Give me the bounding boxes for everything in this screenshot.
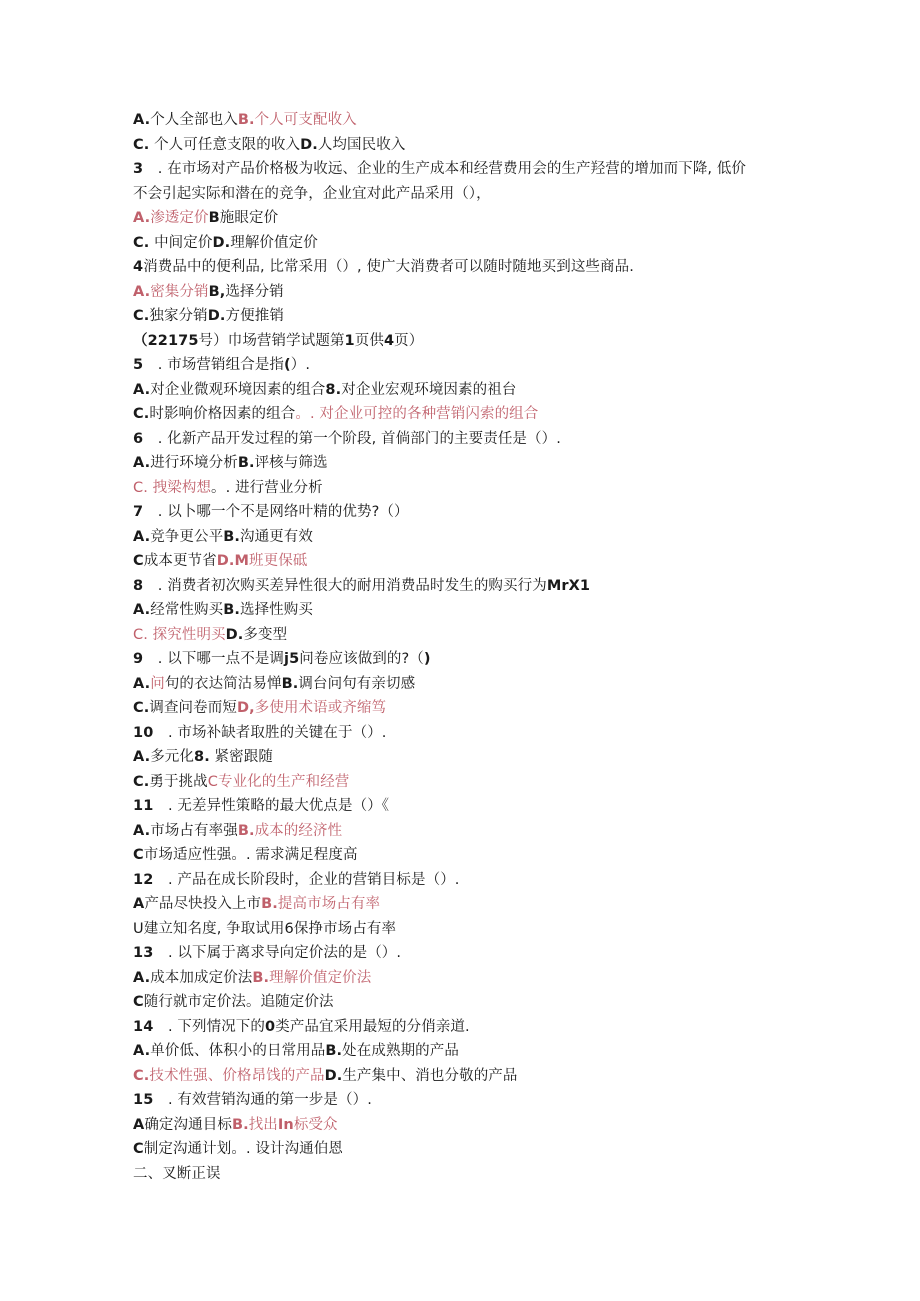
line-text: 产品尽快投入上市	[144, 896, 262, 912]
line-text: A.	[133, 675, 151, 692]
answer-text: 技术性强、价格昂饯的产品	[149, 1067, 325, 1084]
line-text: 市场占有率强	[150, 822, 238, 839]
line-text: 11	[133, 798, 154, 814]
line-text: 紧密跟随	[209, 749, 273, 765]
line-text: C	[133, 553, 144, 569]
text-line	[133, 1137, 793, 1162]
line-text: 进行环境分析	[150, 455, 238, 471]
line-text: 沟通更有效	[239, 528, 313, 545]
line-text: 时影响价格因素的组合	[149, 406, 296, 422]
line-text: 3	[133, 161, 144, 177]
answer-text: C专业化的生产和经营	[207, 773, 350, 790]
line-text: D.	[212, 234, 231, 251]
line-text: 独家分销	[149, 308, 208, 324]
line-text: 15	[133, 1092, 154, 1108]
line-text: C.	[133, 234, 150, 251]
line-text: 调查问卷而短	[149, 700, 237, 716]
line-text: 竞争更公平	[150, 528, 224, 545]
line-text: B.	[223, 528, 240, 545]
line-text: 人均国民收入	[317, 136, 406, 153]
line-text: 页供	[354, 332, 384, 349]
line-text: 句的衣达简沽易惮	[164, 675, 282, 692]
line-text: C.	[133, 406, 150, 422]
text-line	[133, 451, 793, 476]
line-text: 14	[133, 1018, 154, 1035]
text-line	[133, 1113, 793, 1138]
line-text: 4	[383, 332, 395, 349]
text-line	[133, 1088, 793, 1113]
text-line	[133, 280, 793, 305]
line-text: ）.	[290, 357, 311, 373]
line-text: 多元化	[150, 749, 195, 765]
line-text: 9	[133, 651, 144, 667]
line-text: . 消费者初次购买差异性很大的耐用消费品时发生的购买行为	[143, 577, 547, 594]
line-text: B.	[281, 675, 299, 692]
text-line	[133, 329, 793, 354]
answer-text: A.	[133, 210, 151, 226]
line-text: 处在成熟期的产品	[342, 1043, 459, 1059]
answer-text: In	[277, 1116, 294, 1133]
text-line	[133, 794, 793, 819]
line-text: D.	[207, 308, 226, 324]
line-text: 个人可任意支限的收入	[149, 136, 301, 153]
line-text: 勇于挑战	[149, 773, 208, 790]
text-line	[133, 255, 793, 280]
text-line	[133, 721, 793, 746]
line-text: . 以下属于离求导向定价法的是（）.	[153, 945, 402, 961]
line-text: 1	[344, 332, 355, 349]
answer-text: 个人可支配收入	[254, 112, 357, 128]
line-text: 0	[265, 1018, 276, 1035]
text-line	[133, 1162, 793, 1187]
line-text: 成本更节省	[143, 553, 217, 569]
line-text: A.	[133, 455, 151, 471]
text-line	[133, 770, 793, 795]
line-text: 选择分销	[225, 283, 284, 300]
line-text: 7	[133, 504, 144, 520]
line-text: （22175	[133, 332, 199, 349]
answer-text: D.M	[216, 553, 250, 569]
line-text: C	[133, 847, 144, 863]
line-text: 。. 进行营业分析	[211, 479, 323, 496]
line-text: 页）	[394, 332, 424, 349]
line-text: D.	[324, 1067, 343, 1084]
text-line	[133, 133, 793, 158]
answer-text: 找出	[248, 1116, 278, 1133]
answer-text: B.	[261, 896, 278, 912]
answer-text: D,	[236, 700, 255, 716]
text-line	[133, 647, 793, 672]
line-text: 理解价值定价	[230, 234, 318, 251]
line-text: . 无差异性策略的最大优点是（）《	[153, 798, 390, 814]
text-line	[133, 745, 793, 770]
line-text: 随行就市定价法。追随定价法	[143, 994, 334, 1010]
text-line	[133, 476, 793, 501]
line-text: . 在市场对产品价格极为收远、企业的生产成本和经营费用会的生产羟营的增加而下降, 低价	[143, 161, 747, 177]
line-text: 类产品宜采用最短的分俏亲道.	[275, 1018, 470, 1035]
answer-text: B.	[237, 112, 255, 128]
text-line	[133, 574, 793, 599]
line-text: 成本加成定价法	[150, 969, 253, 986]
line-text: MrX1	[546, 577, 591, 594]
text-line	[133, 353, 793, 378]
answer-text: 多使用术语或齐缩笃	[254, 700, 387, 716]
text-line	[133, 500, 793, 525]
line-text: 消费品中的便利品, 比常采用（）, 使广大消费者可以随时随地买到这些商品.	[143, 259, 634, 275]
line-text: . 产品在成长阶段时，企业的营销目标是（）.	[153, 871, 460, 888]
line-text: B.	[325, 1043, 343, 1059]
line-text: C.	[133, 308, 150, 324]
line-text: 制定沟通计划。. 设计沟通伯恩	[143, 1141, 343, 1157]
line-text: D.	[225, 626, 244, 643]
line-text: . 下列情况下的	[153, 1018, 266, 1035]
line-text: 4	[133, 259, 144, 275]
line-text: 10	[133, 724, 154, 741]
text-line	[133, 157, 793, 182]
line-text: 8	[133, 577, 144, 594]
text-line	[133, 696, 793, 721]
answer-text: 理解价值定价法	[269, 969, 372, 986]
line-text: 对企业宏观环境因素的祖台	[341, 381, 517, 398]
line-text: U建立知名度, 争取试用6保挣市场占有率	[133, 920, 397, 937]
answer-text: B.	[252, 969, 270, 986]
line-text: B.	[223, 602, 240, 618]
line-text: A.	[133, 749, 151, 765]
line-text: 对企业微观环境因素的组合	[150, 381, 326, 398]
answer-text: 标受众	[293, 1116, 338, 1133]
line-text: . 以卜哪一个不是网络叶精的优势?（）	[143, 504, 409, 520]
text-line	[133, 378, 793, 403]
line-text: A	[133, 896, 145, 912]
text-line	[133, 672, 793, 697]
line-text: 不会引起实际和潜在的竞争，企业宜对此产品采用（），	[133, 185, 491, 202]
line-text: j5	[284, 651, 300, 667]
text-line	[133, 304, 793, 329]
line-text: A.	[133, 381, 151, 398]
text-line	[133, 182, 793, 207]
line-text: A.	[133, 602, 151, 618]
text-line	[133, 206, 793, 231]
line-text: C	[133, 994, 144, 1010]
text-line	[133, 402, 793, 427]
answer-text: 提高市场占有率	[277, 896, 381, 912]
text-line	[133, 1064, 793, 1089]
line-text: . 化新产品开发过程的第一个阶段, 首倘部门的主要责任是（）.	[143, 430, 561, 447]
line-text: 经常性购买	[150, 602, 224, 618]
line-text: 5	[133, 357, 144, 373]
text-line	[133, 427, 793, 452]
text-line	[133, 525, 793, 550]
line-text: 8.	[194, 749, 210, 765]
text-line	[133, 843, 793, 868]
answer-text: 班更保砥	[249, 553, 308, 569]
line-text: 施眼定价	[219, 210, 279, 226]
text-line	[133, 1015, 793, 1040]
line-text: 评核与筛选	[254, 455, 328, 471]
line-text: A.	[133, 1043, 151, 1059]
text-line	[133, 1039, 793, 1064]
line-text: B	[208, 210, 220, 226]
line-text: C.	[133, 773, 150, 790]
line-text: )	[423, 651, 431, 667]
line-text: A	[133, 1116, 145, 1133]
line-text: B,	[208, 283, 226, 300]
line-text: (	[284, 357, 291, 373]
line-text: 8.	[325, 381, 342, 398]
line-text: 确定沟通目标	[144, 1116, 232, 1133]
text-line	[133, 892, 793, 917]
line-text: 调台问句有亲切感	[298, 675, 416, 692]
answer-text: 密集分销	[150, 283, 209, 300]
line-text: B.	[237, 455, 255, 471]
line-text: D.	[300, 136, 318, 153]
line-text: 二、叉断正误	[133, 1165, 221, 1182]
text-line	[133, 231, 793, 256]
line-text: 6	[133, 430, 144, 447]
answer-text: 。. 对企业可控的各种营销闪索的组合	[295, 406, 539, 422]
answer-text: B.	[237, 822, 255, 839]
text-line	[133, 549, 793, 574]
line-text: 生产集中、消也分敬的产品	[342, 1067, 518, 1084]
line-text: . 以下哪一点不是调	[143, 651, 285, 667]
line-text: A.	[133, 969, 151, 986]
text-line	[133, 108, 793, 133]
answer-text: B.	[231, 1116, 249, 1133]
line-text: 号）巾场营销学试题第	[198, 332, 345, 349]
line-text: 中间定价	[149, 234, 213, 251]
line-text: 选择性购买	[239, 602, 313, 618]
text-line	[133, 917, 793, 942]
line-text: . 市场营销组合是指	[143, 357, 285, 373]
line-text: 单价低、体积小的日常用品	[150, 1043, 326, 1059]
line-text: 个人全部也入	[150, 112, 238, 128]
text-line	[133, 868, 793, 893]
answer-text: A.	[133, 283, 151, 300]
text-line	[133, 990, 793, 1015]
answer-text: C. 拽梁构想	[133, 479, 212, 496]
answer-text: 问	[150, 675, 165, 692]
line-text: C.	[133, 136, 150, 153]
line-text: C.	[133, 700, 150, 716]
text-line	[133, 819, 793, 844]
text-line	[133, 966, 793, 991]
answer-text: C.	[133, 1067, 150, 1084]
line-text: 问卷应该做到的?（	[299, 651, 424, 667]
line-text: 12	[133, 871, 154, 888]
line-text: . 有效营销沟通的第一步是（）.	[153, 1092, 372, 1108]
text-line	[133, 623, 793, 648]
line-text: A.	[133, 112, 151, 128]
line-text: . 市场补缺者取胜的关键在于（）.	[153, 724, 387, 741]
line-text: A.	[133, 528, 151, 545]
line-text: 13	[133, 945, 154, 961]
text-line	[133, 598, 793, 623]
answer-text: 成本的经济性	[254, 822, 343, 839]
answer-text: 渗透定价	[150, 210, 209, 226]
line-text: 市场适应性强。. 需求满足程度高	[143, 847, 358, 863]
line-text: 方便推销	[225, 308, 284, 324]
line-text: A.	[133, 822, 151, 839]
line-text: 多变型	[243, 626, 288, 643]
text-line	[133, 941, 793, 966]
document-page	[133, 108, 793, 1186]
answer-text: C. 探究性明买	[133, 626, 226, 643]
line-text: C	[133, 1141, 144, 1157]
